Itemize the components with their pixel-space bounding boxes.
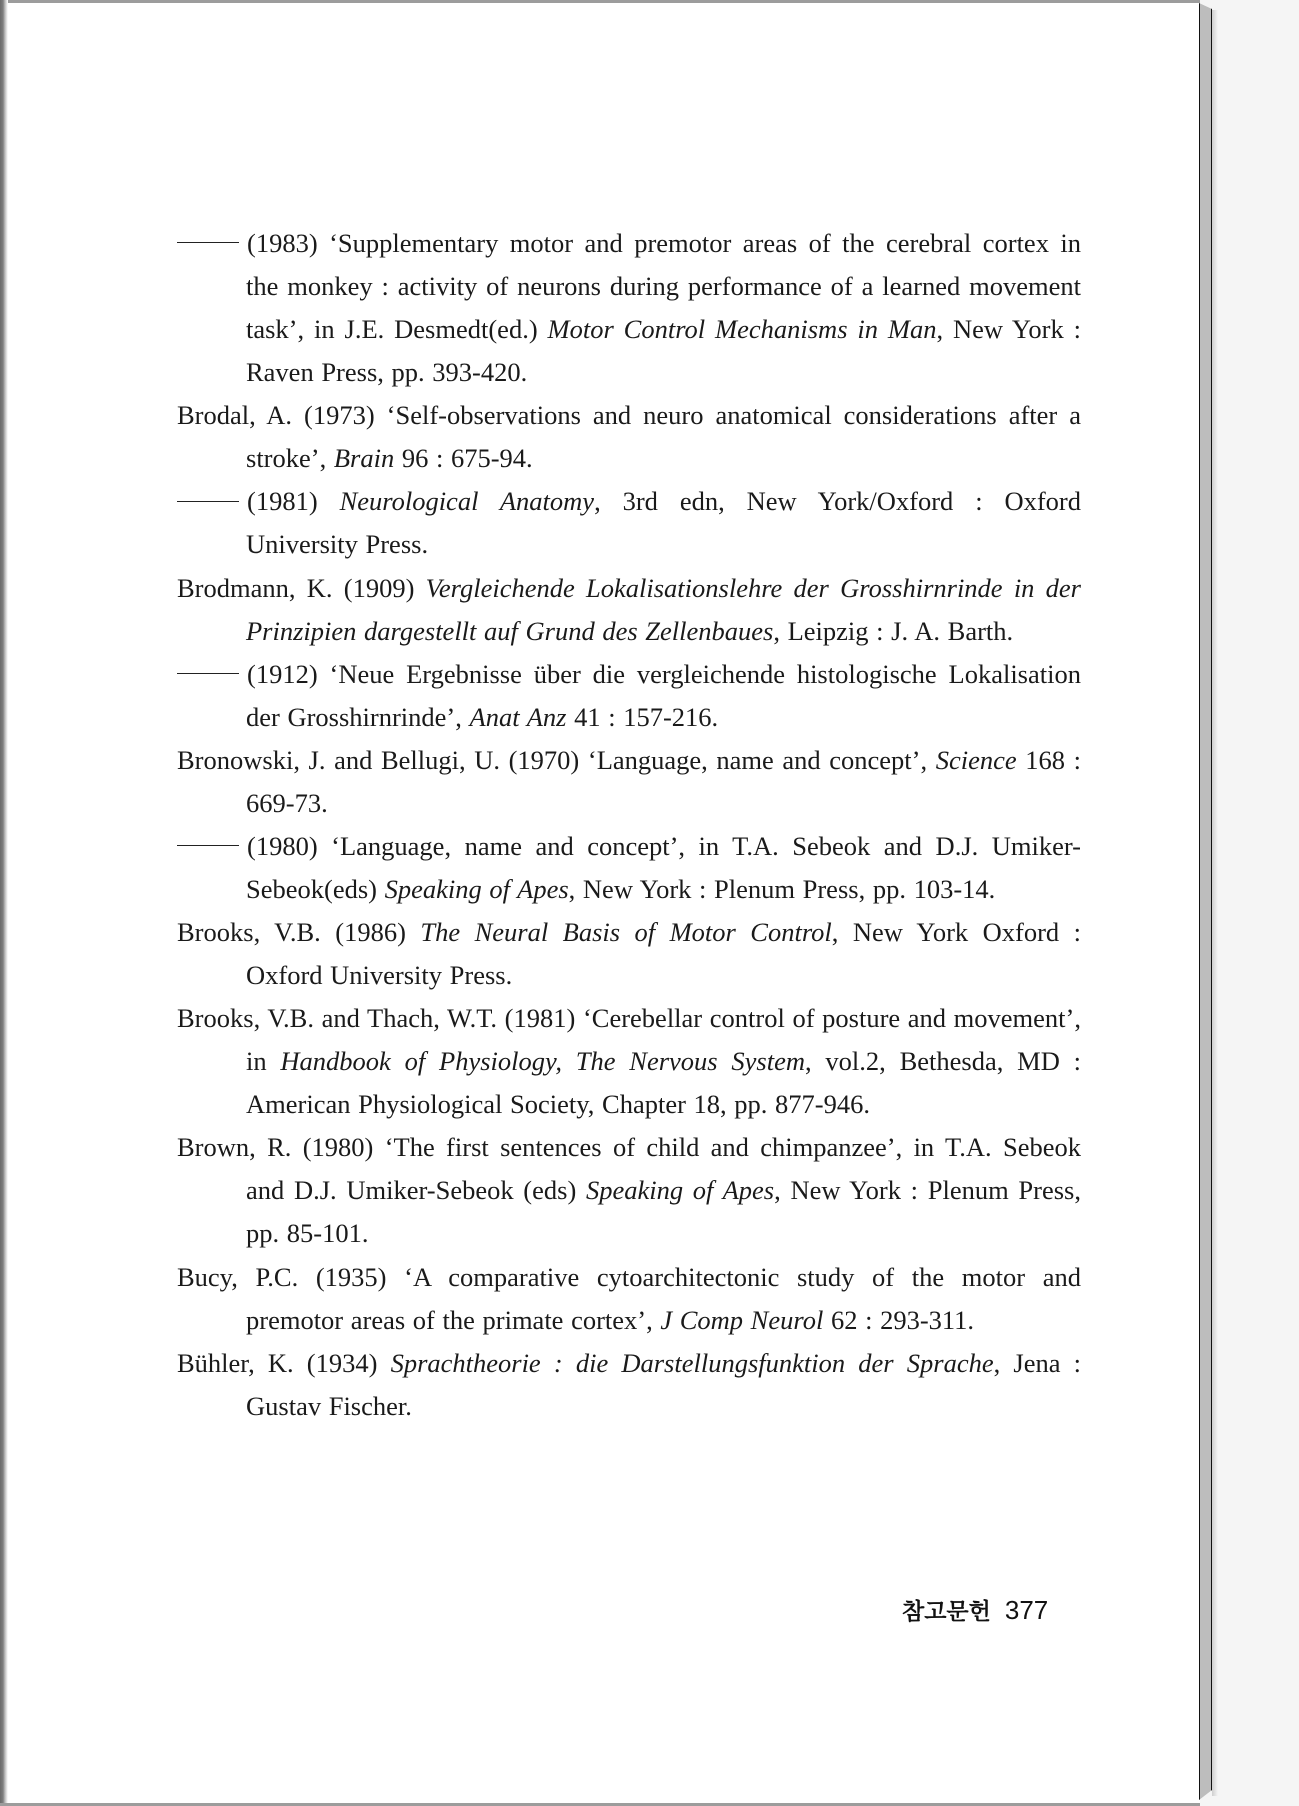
reference-text: , New York : Plenum Press, pp. 85-101. <box>246 1175 1081 1249</box>
reference-title-italic: Anat Anz <box>469 701 567 732</box>
reference-list <box>177 222 1081 1428</box>
reference-text: Brooks, V.B. (1986) <box>177 917 421 947</box>
reference-text: , New York : Raven Press, pp. 393-420. <box>246 314 1081 388</box>
reference-title-italic: Vergleichende Lokalisationslehre der Grosshirnrinde in der Prinzipien dargestellt auf Grund des Zellenbaues <box>246 572 1081 646</box>
reference-entry <box>177 825 1081 911</box>
reference-text: , Leipzig : J. A. Barth. <box>773 615 1014 646</box>
reference-text: (1983) ‘Supplementary motor and premotor areas of the cerebral cortex in the monkey : activity of neurons during performance of a learned movement task’, in J.E. Desmedt(ed.) <box>246 228 1081 345</box>
page-left-edge <box>0 0 8 1806</box>
reference-text: , 3rd edn, New York/Oxford : Oxford University Press. <box>246 486 1081 560</box>
repeat-author-dash <box>177 673 239 674</box>
reference-text: Brodmann, K. (1909) <box>177 572 426 603</box>
reference-text: 96 : 675-94. <box>394 443 533 474</box>
reference-title-italic: Speaking of Apes <box>585 1175 775 1206</box>
reference-text: 41 : 157-216. <box>566 701 719 732</box>
page-footer <box>902 1594 1048 1628</box>
reference-title-italic: Sprachtheorie : die Darstellungsfunktion der Sprache <box>390 1347 994 1378</box>
reference-text: Brooks, V.B. and Thach, W.T. (1981) ‘Cerebellar control of posture and movement’, in <box>177 1003 1081 1077</box>
reference-entry <box>177 911 1081 997</box>
reference-text: (1980) ‘Language, name and concept’, in T.A. Sebeok and D.J. Umiker-Sebeok(eds) <box>246 830 1081 904</box>
reference-entry <box>177 1256 1081 1342</box>
reference-text: (1912) ‘Neue Ergebnisse über die vergleichende histologische Lokalisation der Grosshirnrinde’, <box>246 658 1081 732</box>
reference-text: , New York Oxford : Oxford University Press. <box>246 917 1081 991</box>
section-title: 참고문헌 <box>902 1599 991 1625</box>
reference-text: Brodal, A. (1973) ‘Self-observations and neuro anatomical considerations after a stroke’, <box>177 400 1081 474</box>
repeat-author-dash <box>177 845 239 846</box>
reference-title-italic: Neurological Anatomy <box>339 486 595 517</box>
reference-entry <box>177 997 1081 1126</box>
reference-text: Brown, R. (1980) ‘The first sentences of child and chimpanzee’, in T.A. Sebeok and D.J. Umiker-Sebeok (eds) <box>177 1132 1081 1206</box>
reference-text: Bucy, P.C. (1935) ‘A comparative cytoarchitectonic study of the motor and premotor areas of the primate cortex’, <box>177 1261 1081 1335</box>
reference-title-italic: J Comp Neurol <box>660 1304 824 1335</box>
reference-entry <box>177 480 1081 566</box>
repeat-author-dash <box>177 501 239 502</box>
reference-text: 62 : 293-311. <box>823 1304 975 1335</box>
reference-title-italic: Brain <box>333 443 395 474</box>
page-top-edge <box>0 0 1200 3</box>
reference-title-italic: Motor Control Mechanisms in Man <box>547 314 937 345</box>
reference-entry <box>177 394 1081 480</box>
page-shadow <box>1212 10 1218 1796</box>
reference-entry <box>177 567 1081 653</box>
reference-entry <box>177 739 1081 825</box>
reference-entry <box>177 1126 1081 1255</box>
reference-entry <box>177 653 1081 739</box>
reference-title-italic: Handbook of Physiology, The Nervous System <box>280 1046 805 1077</box>
reference-text: Bronowski, J. and Bellugi, U. (1970) ‘Language, name and concept’, <box>177 744 936 775</box>
page-number: 377 <box>1004 1595 1049 1625</box>
reference-text: Bühler, K. (1934) <box>177 1347 391 1378</box>
reference-title-italic: Science <box>935 744 1017 775</box>
reference-text: (1981) <box>247 486 340 517</box>
reference-text: , Jena : Gustav Fischer. <box>246 1347 1081 1421</box>
reference-text: , vol.2, Bethesda, MD : American Physiological Society, Chapter 18, pp. 877-946. <box>246 1046 1081 1120</box>
reference-title-italic: Speaking of Apes <box>384 873 569 904</box>
reference-entry <box>177 1342 1081 1428</box>
reference-text: , New York : Plenum Press, pp. 103-14. <box>568 873 996 904</box>
repeat-author-dash <box>177 242 239 243</box>
page-stack-edge <box>1199 3 1212 1800</box>
reference-entry <box>177 222 1081 394</box>
reference-title-italic: The Neural Basis of Motor Control <box>420 917 832 947</box>
reference-text: 168 : 669-73. <box>246 744 1081 818</box>
